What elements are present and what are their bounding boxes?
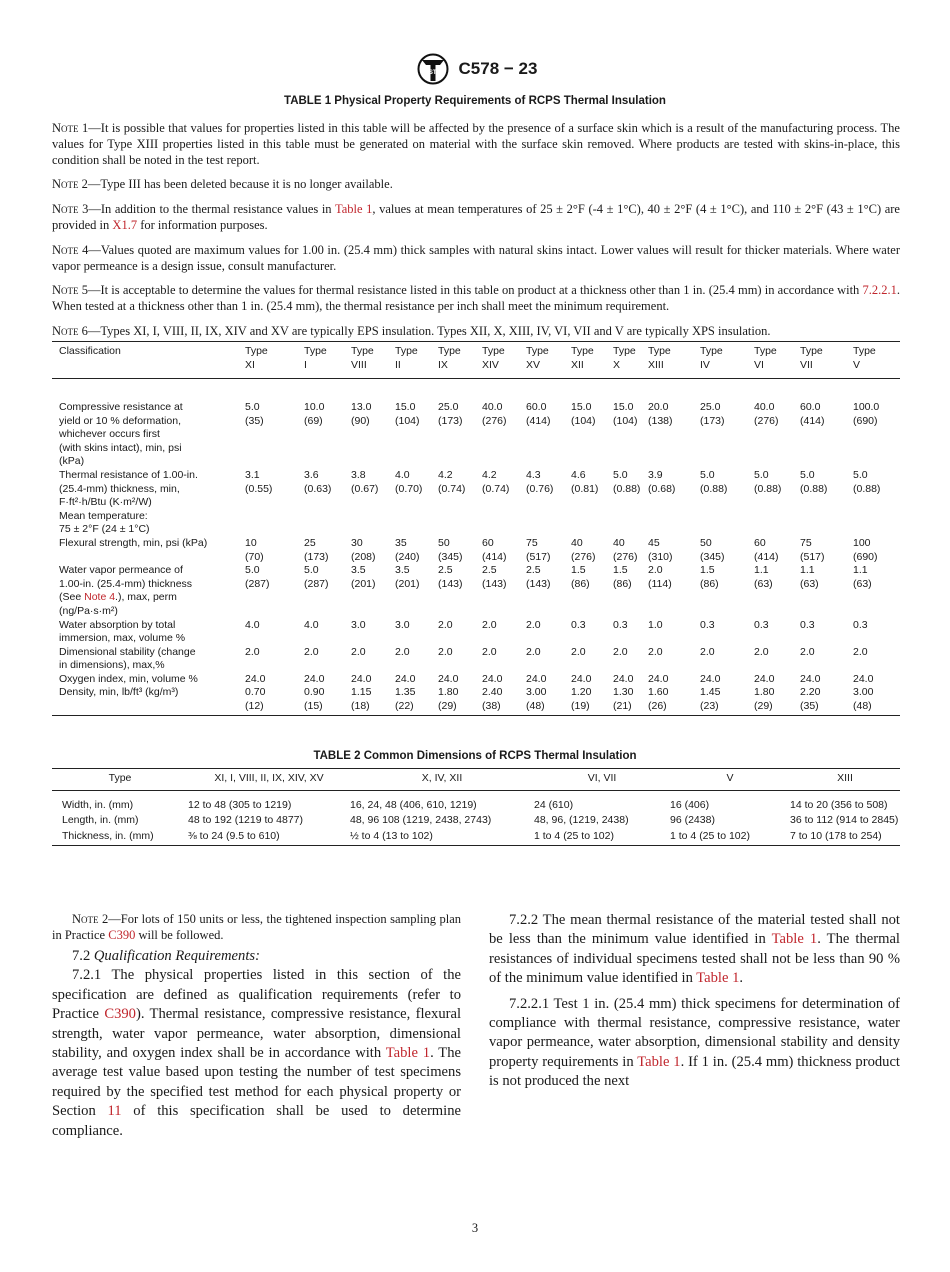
table-cell: 1.1 (63): [754, 564, 773, 590]
table-cell: 1.1 (63): [800, 564, 819, 590]
table-cell: 2.20 (35): [800, 686, 821, 713]
table-cell: 3.00 (48): [526, 686, 547, 713]
table-cell: 2.0: [438, 645, 453, 658]
row-label: Water vapor permeance of 1.00-in. (25.4-mm) thickness (See Note 4.), max, perm (ng/Pa·s·m²): [59, 564, 193, 617]
table-cell: 2.0: [754, 645, 769, 658]
note-3: Note 3—In addition to the thermal resistance values in Table 1, values at mean temperatures of 25 ± 2°F (-4 ± 1°C), 40 ± 2°F (4 ± 1°C), and 110 ± 2°F (43 ± 1°C) are provided in X1.7 for information purposes.: [52, 202, 900, 232]
table-cell: 2.0: [700, 645, 715, 658]
table-cell: 24.0: [438, 672, 459, 685]
table-cell: 1.5 (86): [571, 564, 590, 590]
table2-header: V: [726, 772, 734, 784]
table-cell: 1 to 4 (25 to 102): [670, 829, 750, 842]
table-cell: 0.3: [800, 618, 815, 631]
table-cell: 24.0: [526, 672, 547, 685]
table-cell: 1.20 (19): [571, 686, 592, 713]
table-cell: 0.3: [571, 618, 586, 631]
table-cell: 20.0 (138): [648, 401, 673, 427]
table-cell: 25 (173): [304, 536, 329, 563]
table-cell: 48, 96, (1219, 2438): [534, 814, 629, 827]
table-cell: 3.0: [351, 618, 366, 631]
table-cell: 2.0: [526, 618, 541, 631]
table-cell: 100.0 (690): [853, 401, 880, 427]
table1-header-classification: Classification: [59, 345, 121, 357]
table-cell: 50 (345): [700, 536, 725, 563]
table2-header: X, IV, XII: [421, 772, 463, 784]
table-cell: 1.15 (18): [351, 686, 372, 713]
section-7-2: 7.2 Qualification Requirements:: [72, 948, 260, 964]
table1-row-oxygen: [52, 673, 900, 687]
table-cell: 25.0 (173): [438, 401, 463, 427]
table-cell: 0.70 (12): [245, 686, 266, 713]
row-label: Flexural strength, min, psi (kPa): [59, 536, 208, 549]
table-cell: Width, in. (mm): [62, 798, 134, 811]
table2-row: [52, 830, 900, 846]
table-cell: 5.0 (0.88): [800, 468, 828, 495]
table-cell: 5.0 (0.88): [700, 468, 728, 495]
table2-row: [52, 790, 900, 814]
table1: [52, 341, 900, 716]
table-cell: 45 (310): [648, 536, 673, 563]
table-cell: 40 (276): [571, 536, 596, 563]
table-cell: 24.0: [613, 672, 634, 685]
table-cell: 24 (610): [534, 798, 574, 811]
document-designation: C578 − 23: [458, 59, 538, 78]
table-cell: 60.0 (414): [800, 401, 825, 427]
table-cell: 2.40 (38): [482, 686, 503, 713]
table-cell: 2.0 (114): [648, 564, 672, 590]
table-cell: 15.0 (104): [571, 401, 596, 427]
table2-header: Type: [108, 772, 132, 784]
table-cell: 0.3: [700, 618, 715, 631]
table1-header-type: Type XII: [571, 345, 594, 371]
table-cell: 0.3: [613, 618, 628, 631]
table1-row-dimensional: [52, 646, 900, 673]
table-cell: 5.0 (35): [245, 401, 264, 427]
table-cell: 0.3: [853, 618, 868, 631]
table-cell: 4.2 (0.74): [482, 468, 510, 495]
table-cell: 2.0: [526, 645, 541, 658]
table1-header-type: Type VIII: [351, 345, 374, 371]
table-cell: 40.0 (276): [482, 401, 507, 427]
table-cell: 1.5 (86): [613, 564, 632, 590]
section-7-2-2-1-link[interactable]: 7.2.2.1: [862, 283, 897, 297]
table2-header: XI, I, VIII, II, IX, XIV, XV: [214, 772, 324, 784]
table-cell: 4.6 (0.81): [571, 468, 599, 495]
table-cell: 2.0: [482, 618, 497, 631]
table-cell: 36 to 112 (914 to 2845): [790, 814, 899, 827]
table-cell: 24.0: [245, 672, 266, 685]
left-column: [52, 911, 461, 1141]
table-cell: 5.0 (0.88): [853, 468, 881, 495]
page-number: 3: [471, 1221, 479, 1235]
table-cell: 1.5 (86): [700, 564, 719, 590]
note-2: Note 2—Type III has been deleted because it is no longer available.: [52, 177, 393, 191]
table-cell: 75 (517): [800, 536, 825, 563]
table-cell: 2.0: [351, 645, 366, 658]
row-label: Dimensional stability (change in dimensions), max,%: [59, 645, 196, 672]
table1-header-type: Type XV: [526, 345, 549, 371]
table-cell: 3.5 (201): [395, 564, 420, 590]
table-cell: 5.0 (0.88): [613, 468, 641, 495]
table-cell: 2.0: [438, 618, 453, 631]
table-cell: 16 (406): [670, 798, 710, 811]
table1-row-density: [52, 686, 900, 715]
table-cell: 96 (2438): [670, 814, 715, 827]
table1-link[interactable]: Table 1: [385, 1045, 431, 1062]
table-cell: 3.9 (0.68): [648, 468, 676, 495]
x1-7-link[interactable]: X1.7: [112, 218, 138, 232]
table-cell: 2.0: [853, 645, 868, 658]
table-cell: 25.0 (173): [700, 401, 725, 427]
row-label: Water absorption by total immersion, max, volume %: [59, 618, 186, 645]
row-label: Compressive resistance at yield or 10 % deformation, whichever occurs first (with skins intact), min, psi (kPa): [59, 401, 183, 468]
table-cell: 2.0: [304, 645, 319, 658]
table-cell: 4.0: [304, 618, 319, 631]
table-cell: 30 (208): [351, 536, 376, 563]
table-cell: 15.0 (104): [613, 401, 638, 427]
table-cell: 2.5 (143): [526, 564, 551, 590]
table-cell: 40 (276): [613, 536, 638, 563]
table1-link[interactable]: Table 1: [637, 1053, 681, 1070]
note-5: Note 5—It is acceptable to determine the values for thermal resistance listed in this table on product at a thickness other than 1 in. (25.4 mm) in accordance with 7.2.2.1. When tested at a thickness other than 1 in. (25.4 mm), the thermal resistance per inch shall meet the minimum requirement.: [52, 283, 900, 313]
table-cell: 2.5 (143): [482, 564, 507, 590]
table-cell: 4.3 (0.76): [526, 468, 554, 495]
table-cell: 50 (345): [438, 536, 463, 563]
table1-caption: TABLE 1 Physical Property Requirements of RCPS Thermal Insulation: [284, 95, 666, 107]
table1-header-type: Type VII: [800, 345, 823, 371]
row-label: Density, min, lb/ft³ (kg/m³): [59, 686, 179, 699]
table-cell: 2.0: [613, 645, 628, 658]
table-cell: 1.60 (26): [648, 686, 669, 713]
table-cell: 3.8 (0.67): [351, 468, 379, 495]
table-cell: 24.0: [482, 672, 503, 685]
table-cell: 1.80 (29): [754, 686, 775, 713]
table-cell: 48, 96 108 (1219, 2438, 2743): [350, 814, 492, 827]
table1-row-compressive: [52, 379, 900, 469]
note-2-sampling: Note 2—For lots of 150 units or less, the tightened inspection sampling plan in Practice C390 will be followed.: [52, 912, 461, 942]
table-cell: 24.0: [800, 672, 821, 685]
table-cell: 1.80 (29): [438, 686, 459, 713]
table-cell: 60 (414): [754, 536, 779, 563]
table1-header-type: Type V: [853, 345, 876, 371]
table-cell: 48 to 192 (1219 to 4877): [188, 814, 304, 827]
table2-header: XIII: [837, 772, 853, 784]
table-cell: 3.00 (48): [853, 686, 874, 713]
table2-header-row: [52, 769, 900, 791]
note-1: Note 1—It is possible that values for properties listed in this table will be affected by the presence of a surface skin which is a result of the manufacturing process. The values for Type XIII properties listed in this table must be generated on material with the surface skin removed. Where products are tested with skins-in-place, this condition shall be noted in the test report.: [52, 121, 900, 167]
table-cell: 4.2 (0.74): [438, 468, 466, 495]
note-4: Note 4—Values quoted are maximum values for 1.00 in. (25.4 mm) thick samples with natural skins intact. Lower values will result for thicker materials. Where water vapor permeance is a design issue, consult manufacturer.: [52, 243, 900, 273]
row-label: Oxygen index, min, volume %: [59, 672, 198, 685]
table1-link[interactable]: Table 1: [696, 970, 740, 987]
svg-text:ASTM: ASTM: [424, 70, 442, 76]
section-7-2-1: 7.2.1 The physical properties listed in this section of the specification are defined as qualification requirements (refer to Practice C390). Thermal resistance, compressive resistance, flexural strength, water vapor permeance, water absorption, dimensional stability, and oxygen index shall be in accordance with Table 1. The average test value based upon testing the number of test specimens required by the specified test method for each physical property or Section 11 of this specification shall be used to determine compliance.: [52, 967, 462, 1139]
table-cell: 35 (240): [395, 536, 420, 563]
table-cell: 40.0 (276): [754, 401, 779, 427]
table1-header-type: Type I: [304, 345, 327, 371]
table1-row-absorption: [52, 619, 900, 646]
table1-header-type: Type X: [613, 345, 636, 371]
table-cell: 1.35 (22): [395, 686, 416, 713]
table1-link[interactable]: Table 1: [334, 202, 373, 216]
table-cell: 24.0: [700, 672, 721, 685]
table-cell: 60.0 (414): [526, 401, 551, 427]
table-cell: Thickness, in. (mm): [62, 829, 154, 842]
table-cell: 24.0: [395, 672, 416, 685]
section-11-link[interactable]: 11: [107, 1103, 122, 1120]
c390-link[interactable]: C390: [104, 1006, 136, 1023]
table-cell: 1.0: [648, 618, 663, 631]
section-7-2-2: 7.2.2 The mean thermal resistance of the material tested shall not be less than the minimum value identified in Table 1. The thermal resistances of individual specimens tested shall not be less than 90 % of the minimum value identified in Table 1.: [489, 912, 900, 987]
table2: [52, 768, 900, 846]
table-cell: 10 (70): [245, 536, 264, 563]
table1-row-thermal: [52, 469, 900, 537]
section-7-2-2-1: 7.2.2.1 Test 1 in. (25.4 mm) thick specimens for determination of compliance with thermal resistance, compressive resistance, water vapor permeance, water absorption, dimensional stability and density property requirements in Table 1. If 1 in. (25.4 mm) thickness product is not produced the next: [489, 995, 900, 1090]
astm-logo-icon: [413, 52, 453, 86]
table-cell: 1.30 (21): [613, 686, 634, 713]
table1-link[interactable]: Table 1: [771, 931, 818, 948]
table-cell: 75 (517): [526, 536, 551, 563]
table-cell: 1.45 (23): [700, 686, 721, 713]
table-cell: 100 (690): [853, 536, 878, 563]
table1-header-row: [52, 342, 900, 379]
table-cell: 2.0: [571, 645, 586, 658]
table-cell: 24.0: [351, 672, 372, 685]
table1-header-type: Type II: [395, 345, 418, 371]
table-cell: 3.1 (0.55): [245, 468, 273, 495]
table1-header-type: Type VI: [754, 345, 777, 371]
table-cell: ⅜ to 24 (9.5 to 610): [188, 829, 280, 842]
row-label: Thermal resistance of 1.00-in. (25.4-mm) thickness, min, F·ft²·h/Btu (K·m²/W) Mean temperature: 75 ± 2°F (24 ± 1°C): [59, 468, 198, 536]
table-cell: 2.0: [482, 645, 497, 658]
table-cell: 2.0: [245, 645, 260, 658]
table-cell: 15.0 (104): [395, 401, 420, 427]
table-cell: 12 to 48 (305 to 1219): [188, 798, 292, 811]
table-cell: 4.0 (0.70): [395, 468, 423, 495]
table2-row: [52, 814, 900, 830]
table-cell: 5.0 (287): [245, 564, 270, 590]
table-cell: 60 (414): [482, 536, 507, 563]
table-cell: 2.5 (143): [438, 564, 463, 590]
table-cell: 4.0: [245, 618, 260, 631]
table-cell: 16, 24, 48 (406, 610, 1219): [350, 798, 477, 811]
table1-header-type: Type IV: [700, 345, 723, 371]
table-cell: 24.0: [648, 672, 669, 685]
table-cell: 24.0: [853, 672, 874, 685]
table2-caption: TABLE 2 Common Dimensions of RCPS Thermal Insulation: [313, 750, 637, 762]
table2-header: VI, VII: [587, 772, 617, 784]
table-cell: 1 to 4 (25 to 102): [534, 829, 614, 842]
table-cell: 3.0: [395, 618, 410, 631]
table-cell: 2.0: [395, 645, 410, 658]
table1-header-type: Type XI: [245, 345, 268, 371]
table-cell: 10.0 (69): [304, 401, 325, 427]
table1-header-type: Type XIII: [648, 345, 671, 371]
table-cell: 0.90 (15): [304, 686, 325, 713]
table-cell: 1.1 (63): [853, 564, 872, 590]
table-cell: 24.0: [754, 672, 775, 685]
note-6: Note 6—Types XI, I, VIII, II, IX, XIV and XV are typically EPS insulation. Types XII, X, XIII, IV, VI, VII and V are typically XPS insulation.: [52, 324, 771, 338]
table-cell: 13.0 (90): [351, 401, 372, 427]
table-cell: 3.5 (201): [351, 564, 376, 590]
page-header: [0, 52, 950, 86]
table-cell: 14 to 20 (356 to 508): [790, 798, 888, 811]
table-cell: 24.0: [571, 672, 592, 685]
table-cell: Length, in. (mm): [62, 814, 139, 827]
table-cell: 2.0: [800, 645, 815, 658]
table-cell: 2.0: [648, 645, 663, 658]
table1-header-type: Type IX: [438, 345, 461, 371]
table-cell: ½ to 4 (13 to 102): [350, 829, 433, 842]
note-4-link[interactable]: Note 4: [84, 591, 116, 604]
table-cell: 24.0: [304, 672, 325, 685]
table-cell: 5.0 (287): [304, 564, 329, 590]
table-cell: 3.6 (0.63): [304, 468, 332, 495]
right-column: [489, 911, 900, 1092]
table1-header-type: Type XIV: [482, 345, 505, 371]
table1-row-flexural: [52, 537, 900, 564]
table-cell: 5.0 (0.88): [754, 468, 782, 495]
table-cell: 7 to 10 (178 to 254): [790, 829, 882, 842]
table-cell: 0.3: [754, 618, 769, 631]
c390-link[interactable]: C390: [108, 928, 136, 942]
table1-row-vapor: [52, 564, 900, 618]
